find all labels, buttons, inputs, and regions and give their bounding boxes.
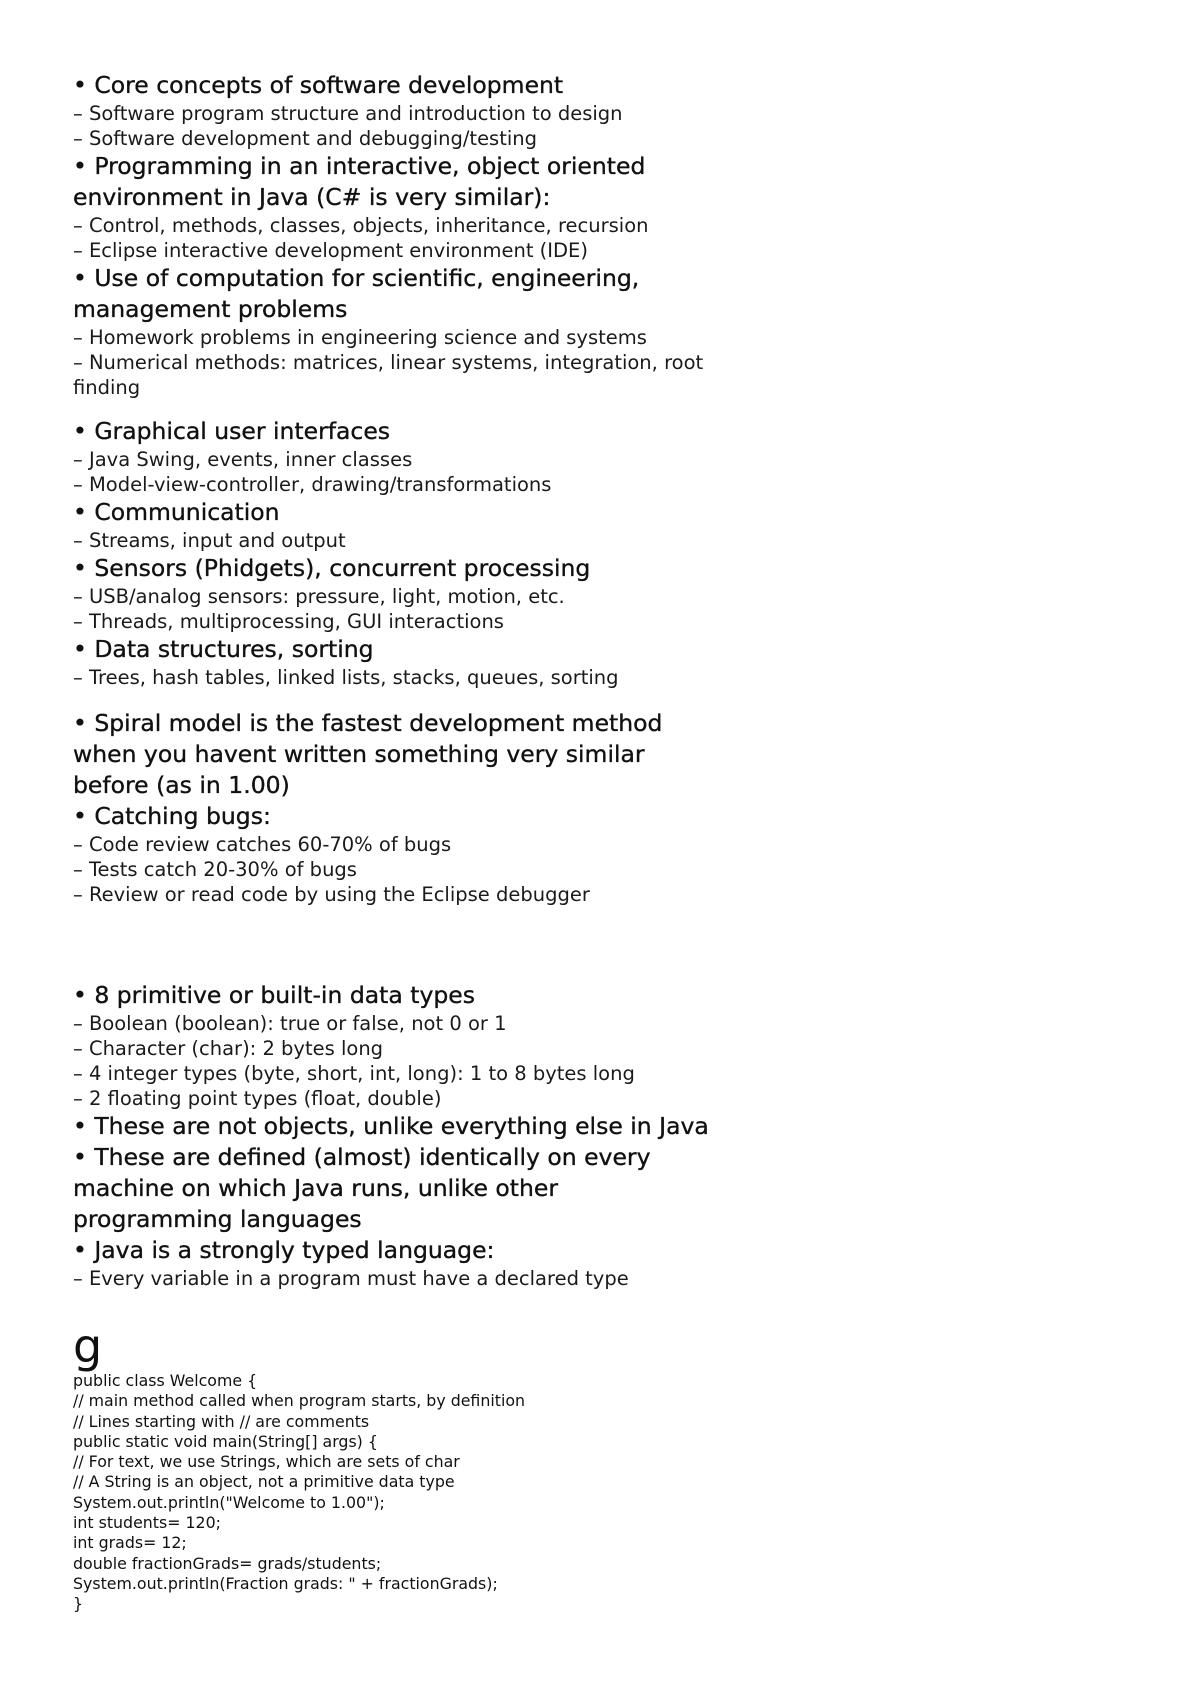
sub-point: – Every variable in a program must have a declared type	[73, 1267, 629, 1290]
sub-point: – Model-view-controller, drawing/transformations	[73, 473, 552, 496]
sub-point: – Java Swing, events, inner classes	[73, 448, 413, 471]
sub-point: – Character (char): 2 bytes long	[73, 1037, 384, 1060]
bullet-heading: • Graphical user interfaces	[73, 417, 391, 445]
bullet-heading: • Catching bugs:	[73, 802, 271, 830]
code-line: double fractionGrads= grads/students;	[73, 1553, 382, 1573]
sub-point: – 2 floating point types (float, double)	[73, 1087, 442, 1110]
sub-point: – Streams, input and output	[73, 529, 346, 552]
sub-point: – 4 integer types (byte, short, int, long): 1 to 8 bytes long	[73, 1062, 635, 1085]
section-development-and-bugs	[73, 708, 713, 907]
sub-point: – Software program structure and introduction to design	[73, 102, 623, 125]
code-line: // main method called when program starts, by definition	[73, 1391, 526, 1411]
code-line: }	[73, 1594, 84, 1614]
sub-point: – Review or read code by using the Eclipse debugger	[73, 883, 590, 906]
code-line: System.out.println(Fraction grads: " + fractionGrads);	[73, 1573, 498, 1593]
code-line: int grads= 12;	[73, 1533, 187, 1553]
code-line: public static void main(String[] args) {	[73, 1431, 378, 1451]
bullet-heading: • 8 primitive or built-in data types	[73, 981, 475, 1009]
sub-point: – Control, methods, classes, objects, inheritance, recursion	[73, 214, 649, 237]
bullet-heading: • Programming in an interactive, object oriented environment in Java (C# is very similar):	[73, 152, 646, 211]
sub-point: – Boolean (boolean): true or false, not 0 or 1	[73, 1012, 507, 1035]
code-listing	[73, 1371, 713, 1615]
bullet-heading: • Data structures, sorting	[73, 635, 374, 663]
code-line: // Lines starting with // are comments	[73, 1411, 370, 1431]
sub-point: – Trees, hash tables, linked lists, stacks, queues, sorting	[73, 666, 619, 689]
document-page	[73, 70, 713, 1615]
bullet-heading: • Sensors (Phidgets), concurrent processing	[73, 554, 591, 582]
code-line: // For text, we use Strings, which are sets of char	[73, 1452, 460, 1472]
code-line: System.out.println("Welcome to 1.00");	[73, 1492, 385, 1512]
sub-point: – Homework problems in engineering science and systems	[73, 326, 647, 349]
bullet-heading: • Use of computation for scientific, engineering, management problems	[73, 264, 640, 323]
sub-point: – Threads, multiprocessing, GUI interactions	[73, 610, 504, 633]
bullet-heading: • Java is a strongly typed language:	[73, 1236, 495, 1264]
bullet-heading: • These are not objects, unlike everything else in Java	[73, 1112, 709, 1140]
bullet-heading: • Core concepts of software development	[73, 71, 564, 99]
section-primitive-types	[73, 980, 713, 1291]
sub-point: – Code review catches 60-70% of bugs	[73, 833, 452, 856]
bullet-heading: • These are defined (almost) identically on every machine on which Java runs, unlike other programming languages	[73, 1143, 651, 1233]
section-core-concepts	[73, 70, 713, 400]
sub-point: – USB/analog sensors: pressure, light, motion, etc.	[73, 585, 565, 608]
sub-point: – Eclipse interactive development environment (IDE)	[73, 239, 588, 262]
code-line: public class Welcome {	[73, 1371, 258, 1390]
sub-point: – Software development and debugging/testing	[73, 127, 538, 150]
sub-point: – Tests catch 20-30% of bugs	[73, 858, 357, 881]
code-line: int students= 120;	[73, 1513, 221, 1533]
bullet-heading: • Communication	[73, 498, 280, 526]
stray-glyph: g	[73, 1319, 103, 1373]
bullet-heading: • Spiral model is the fastest development method when you havent written something very similar before (as in 1.00)	[73, 709, 663, 799]
section-gui-and-sensors	[73, 416, 713, 690]
sub-point: – Numerical methods: matrices, linear systems, integration, root finding	[73, 351, 704, 399]
code-line: // A String is an object, not a primitive data type	[73, 1472, 455, 1492]
